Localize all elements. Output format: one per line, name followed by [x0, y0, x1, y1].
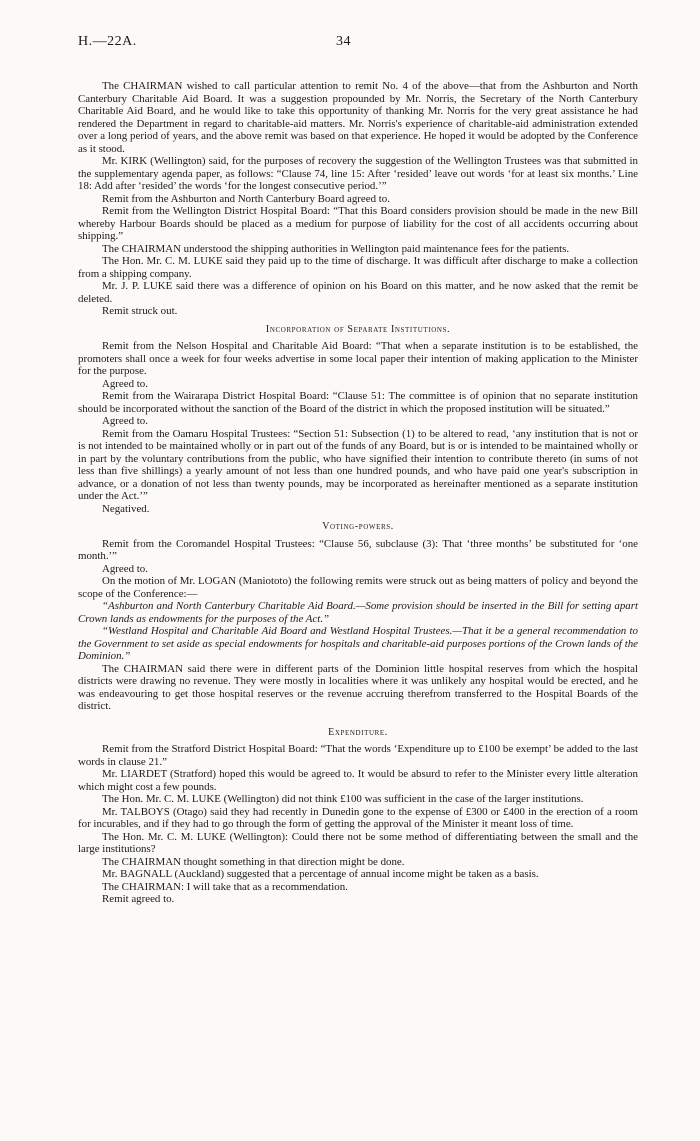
- paragraph: The Hon. Mr. C. M. LUKE said they paid up to the time of discharge. It was difficult after discharge to make a collection from a shipping company.: [78, 255, 638, 280]
- paragraph: The CHAIRMAN: I will take that as a recommendation.: [102, 880, 348, 893]
- paragraph: Remit struck out.: [102, 305, 178, 317]
- paragraph: Mr. J. P. LUKE said there was a difference of opinion on his Board on this matter, and he now asked that the remit be deleted.: [78, 280, 638, 305]
- report-reference: H.—22A.: [78, 34, 137, 49]
- paragraph: Mr. LIARDET (Stratford) hoped this would be agreed to. It would be absurd to refer to the Minister every little alteration which might cost a few pounds.: [78, 768, 638, 793]
- paragraph: Agreed to.: [102, 415, 148, 427]
- paragraph: Mr. KIRK (Wellington) said, for the purposes of recovery the suggestion of the Wellington Trustees was that submitted in the supplementary agenda paper, as follows: “Clause 74, line 15: After ‘resided’ leave out words ‘for at least six months.’ Line 18: Add after ‘resided’ the words ‘for the longest consecutive period.’”: [78, 155, 638, 192]
- paragraph: Agreed to.: [102, 562, 148, 575]
- paragraph: Remit from the Coromandel Hospital Trustees: “Clause 56, subclause (3): That ‘three months’ be substituted for ‘one month.’”: [78, 537, 638, 562]
- paragraph: Mr. BAGNALL (Auckland) suggested that a percentage of annual income might be taken as a basis.: [102, 868, 539, 880]
- section-heading: Incorporation of Separate Institutions.: [265, 323, 451, 335]
- paragraph: Remit from the Wellington District Hospital Board: “That this Board considers provision should be made in the new Bill whereby Harbour Boards should be placed as a medium for purpose of liability for the cost of all accidents occurring about shipping.”: [78, 205, 638, 242]
- paragraph: Mr. TALBOYS (Otago) said they had recently in Dunedin gone to the expense of £300 or £400 in the erection of a room for incurables, and if they had to go through the form of getting the approval of the Minister it meant loss of time.: [78, 805, 638, 830]
- paragraph: Remit agreed to.: [102, 893, 175, 905]
- paragraph: Agreed to.: [102, 377, 148, 390]
- paragraph: The CHAIRMAN thought something in that direction might be done.: [102, 855, 405, 868]
- document-body: [78, 80, 638, 906]
- paragraph: On the motion of Mr. LOGAN (Maniototo) the following remits were struck out as being matters of policy and beyond the scope of the Conference:—: [78, 575, 638, 600]
- paragraph: The Hon. Mr. C. M. LUKE (Wellington): Could there not be some method of differentiating between the small and the large institutions?: [78, 830, 638, 855]
- paragraph: Remit from the Wairarapa District Hospital Board: “Clause 51: The committee is of opinion that no separate institution should be incorporated without the sanction of the Board of the district in which the proposed institution will be situated.”: [78, 390, 638, 415]
- paragraph: Negatived.: [102, 502, 150, 515]
- paragraph: Remit from the Oamaru Hospital Trustees: “Section 51: Subsection (1) to be altered to read, ‘any institution that is not or is not intended to be maintained wholly or in part out of the funds of any Board, but is or is intended to be maintained wholly or in part by the voluntary contributions from the public, who have signified their intention to contribute thereto (in sums of not less than five shillings) a yearly amount of not less than one hundred pounds, and who have paid one year's subscription in advance, or a donation of not less than twenty pounds, may be incorporated as hereinafter mentioned as a separate institution under the Act.’”: [78, 427, 638, 502]
- paragraph: Remit from the Ashburton and North Canterbury Board agreed to.: [102, 192, 390, 205]
- page-header: [78, 34, 636, 50]
- paragraph: The CHAIRMAN wished to call particular attention to remit No. 4 of the above—that from the Ashburton and North Canterbury Charitable Aid Board. It was a suggestion propounded by Mr. Norris, the Secretary of the North Canterbury Charitable Aid Board, and he would like to take this opportunity of thanking Mr. Norris for the very great assistance he had rendered the Department in regard to charitable-aid matters. Mr. Norris's experience of charitable-aid administration extended over a long period of years, and the above remit was based on that experience. He hoped it would be adopted by the Conference as it stood.: [78, 80, 638, 155]
- section-heading: Voting-powers.: [322, 521, 394, 532]
- paragraph: The CHAIRMAN understood the shipping authorities in Wellington paid maintenance fees for the patients.: [102, 242, 570, 255]
- paragraph: The Hon. Mr. C. M. LUKE (Wellington) did not think £100 was sufficient in the case of the larger institutions.: [102, 793, 584, 805]
- paragraph: Remit from the Stratford District Hospital Board: “That the words ‘Expenditure up to £100 be exempt’ be added to the last words in clause 21.”: [78, 743, 638, 768]
- paragraph: “Westland Hospital and Charitable Aid Board and Westland Hospital Trustees.—That it be a general recommendation to the Government to set aside as special endowments for hospitals and charitable-aid purposes portions of the Crown lands of the Dominion.”: [78, 625, 638, 662]
- page-number: 34: [336, 34, 351, 49]
- paragraph: The CHAIRMAN said there were in different parts of the Dominion little hospital reserves from which the hospital districts were drawing no revenue. They were mostly in localities where it was unlikely any hospital would be erected, and he was endeavouring to get those hospital reserves or the revenue accruing therefrom transferred to the Hospital Boards of the district.: [78, 662, 638, 712]
- section-heading: Expenditure.: [328, 726, 388, 738]
- paragraph: Remit from the Nelson Hospital and Charitable Aid Board: “That when a separate institution is to be established, the promoters shall once a week for four weeks advertise in some local paper their intention of making application to the Minister for the purpose.: [78, 340, 638, 377]
- paragraph: “Ashburton and North Canterbury Charitable Aid Board.—Some provision should be inserted in the Bill for setting apart Crown lands as endowments for the purposes of the Act.”: [78, 600, 638, 625]
